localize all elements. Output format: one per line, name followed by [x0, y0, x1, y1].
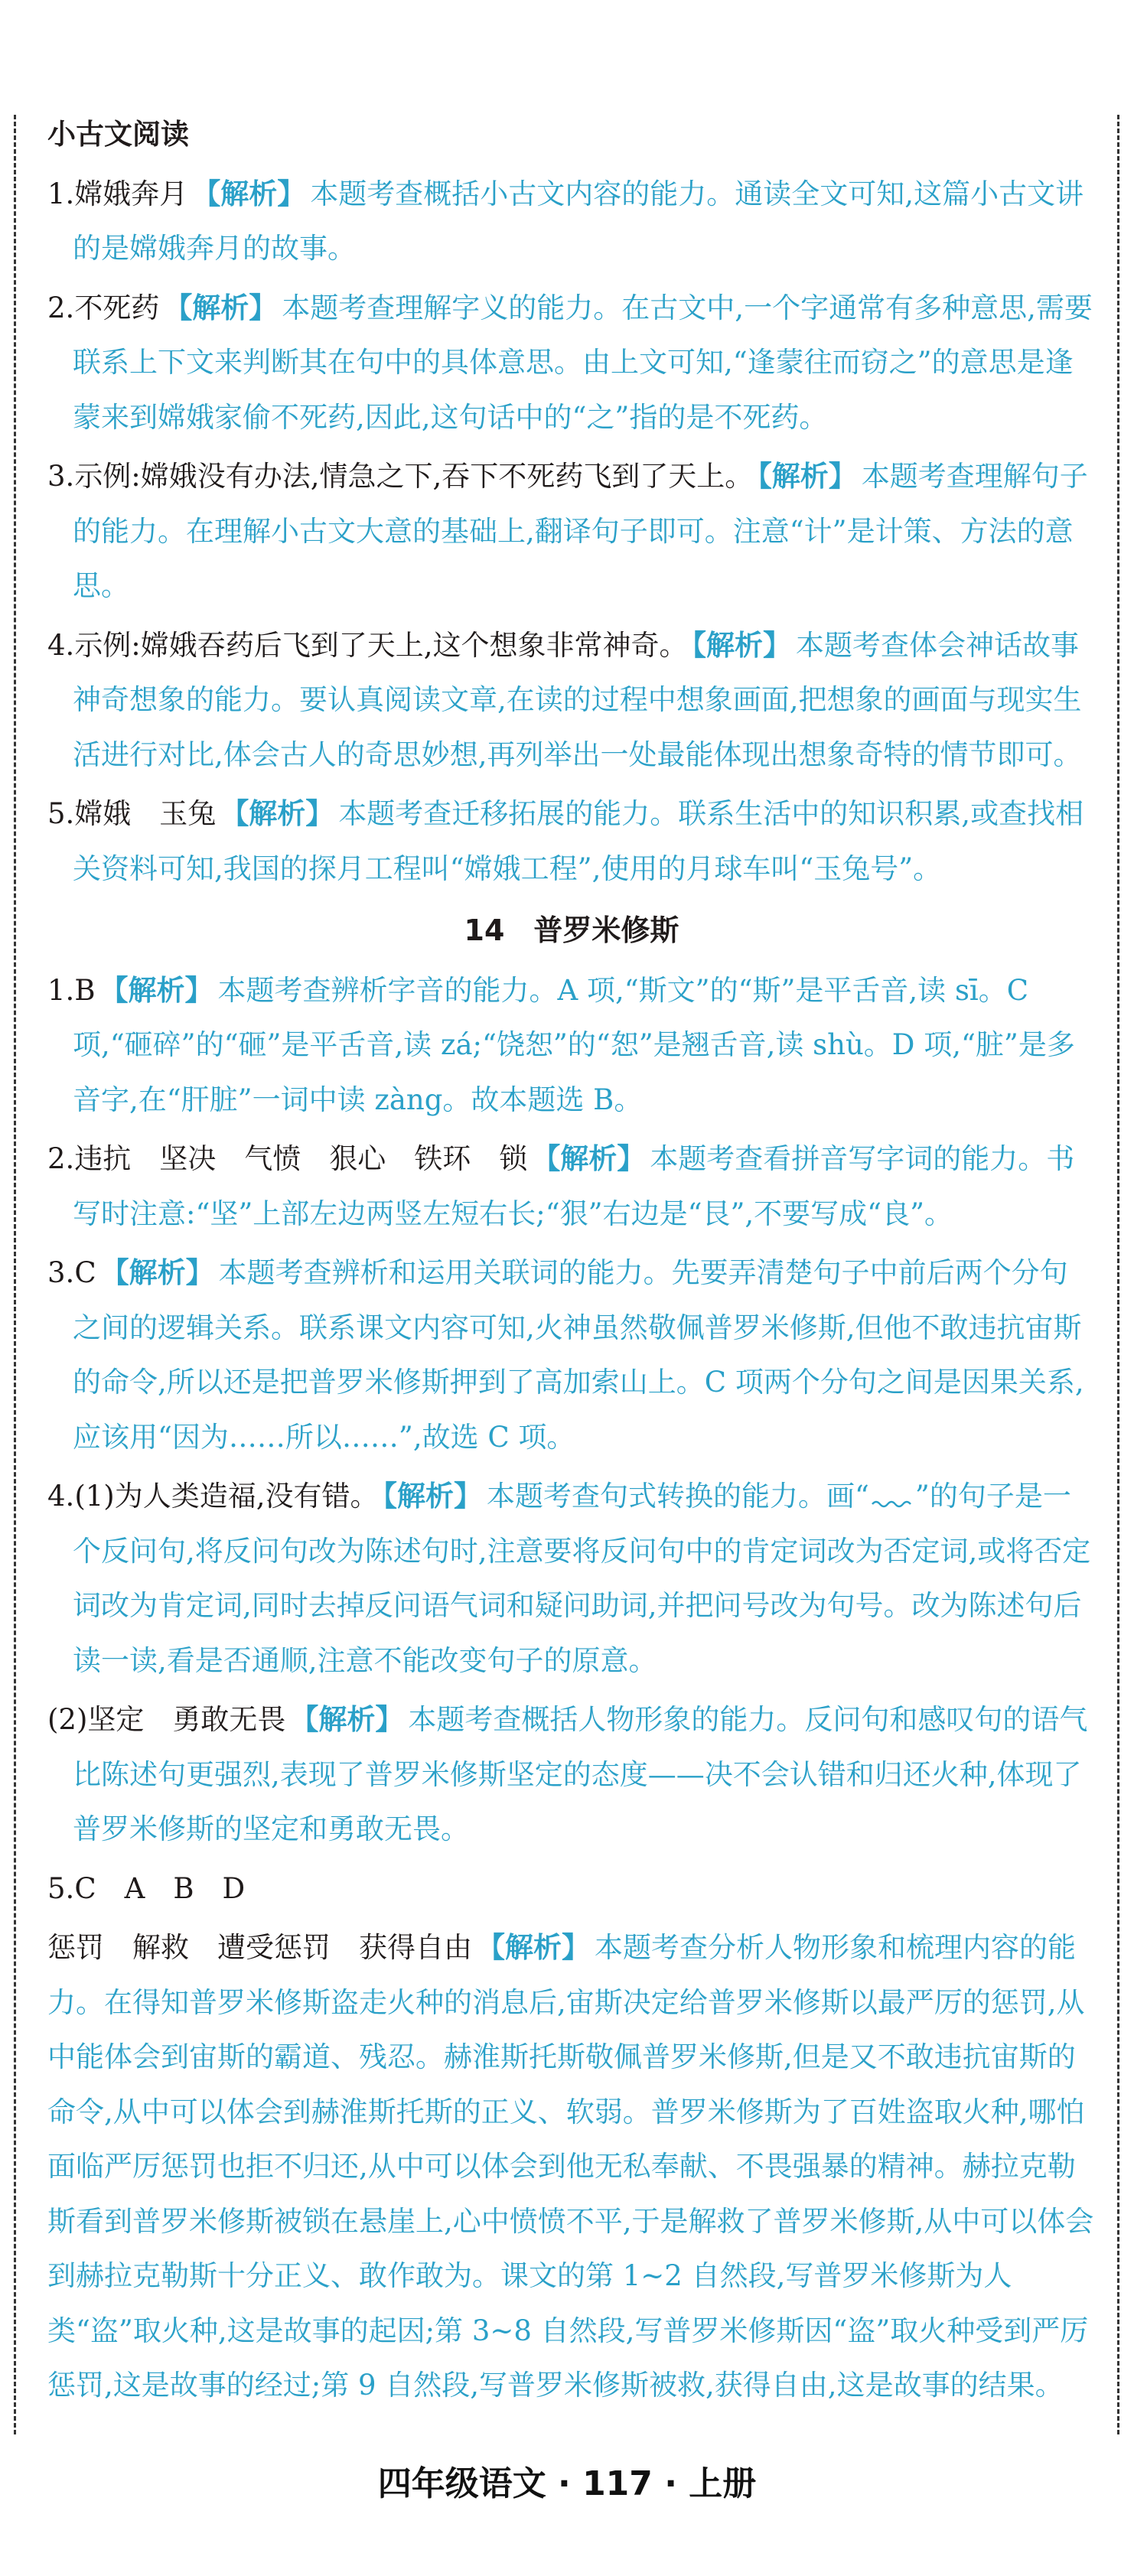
item-number: 5. [47, 1871, 75, 1905]
item-number: 1. [47, 177, 75, 210]
answer-text: 嫦娥奔月 [74, 177, 188, 210]
analysis-tag: 【解析】 [220, 797, 334, 830]
analysis-text: 本题考查迁移拓展的能力。联系生活中的知识积累,或查找相关资料可知,我国的探月工程叫“嫦娥工程”,使用的月球车叫“玉兔号”。 [73, 797, 1084, 885]
analysis-text: 本题考查概括小古文内容的能力。通读全文可知,这篇小古文讲的是嫦娥奔月的故事。 [73, 177, 1084, 265]
analysis-text: 本题考查体会神话故事神奇想象的能力。要认真阅读文章,在读的过程中想象画面,把想象的画面与现实生活进行对比,体会古人的奇思妙想,再列举出一处最能体现出想象奇特的情节即可。 [73, 628, 1082, 771]
answer-item-2-4 [47, 1469, 1096, 1688]
item-number: 4. [47, 628, 75, 662]
answer-content [47, 107, 1096, 2413]
answer-item-2-3 [47, 1246, 1096, 1464]
item-number: 4. [47, 1480, 75, 1513]
page-footer: 四年级语文 · 117 · 上册 [377, 2464, 757, 2503]
answer-item-2-4-2 [47, 1692, 1096, 1857]
analysis-tag: 【解析】 [100, 1256, 214, 1289]
item-number: 3. [47, 460, 75, 493]
answer-text: 示例:嫦娥吞药后飞到了天上,这个想象非常神奇。 [74, 628, 688, 662]
answer-item-2-2 [47, 1132, 1096, 1241]
lesson-title: 14 普罗米修斯 [464, 913, 679, 947]
analysis-tag: 【解析】 [383, 1480, 482, 1513]
analysis-tag: 【解析】 [290, 1703, 404, 1736]
analysis-tag: 【解析】 [477, 1931, 590, 1964]
answer-text: (1)为人类造福,没有错。 [74, 1480, 379, 1513]
answer-item-2-5-detail [47, 1920, 1096, 2413]
answer-item-2-1 [47, 963, 1096, 1128]
analysis-tag: 【解析】 [192, 177, 306, 210]
item-number: 2. [47, 1142, 75, 1175]
answer-item-1-5 [47, 786, 1096, 896]
item-number: 2. [47, 291, 75, 324]
analysis-tag: 【解析】 [532, 1142, 646, 1175]
answer-text: 惩罚 解救 遭受惩罚 获得自由 [47, 1931, 472, 1964]
analysis-text: 本题考查概括人物形象的能力。反问句和感叹句的语气比陈述句更强烈,表现了普罗米修斯坚定的态度——决不会认错和归还火种,体现了普罗米修斯的坚定和勇敢无畏。 [73, 1703, 1088, 1845]
answer-text: 嫦娥 玉兔 [74, 797, 217, 830]
analysis-tag: 【解析】 [164, 291, 278, 324]
analysis-tag: 【解析】 [758, 460, 857, 493]
answer-text: 不死药 [74, 291, 160, 324]
analysis-text-continued: ”的句子是一个反问句,将反问句改为陈述句时,注意要将反问句中的肯定词改为否定词,或将否定词改为肯定词,同时去掉反问语气词和疑问助词,并把问号改为句号。改为陈述句后读一读,看是否通顺,注意不能改变句子的原意。 [73, 1480, 1091, 1677]
answer-item-2-5 [47, 1861, 1096, 1917]
item-number: 5. [47, 797, 75, 830]
analysis-text: 本题考查辨析字音的能力。A 项,“斯文”的“斯”是平舌音,读 sī。C 项,“砸碎”的“砸”是平舌音,读 zá;“饶恕”的“恕”是翘舌音,读 shù。D 项,“脏”是多音字,在“肝脏”一词中读 zàng。故本题选 B。 [73, 973, 1075, 1116]
answer-text: (2)坚定 勇敢无畏 [47, 1703, 286, 1736]
analysis-text: 本题考查看拼音写字词的能力。书写时注意:“坚”上部左边两竖左短右长;“狠”右边是“艮”,不要写成“良”。 [73, 1142, 1075, 1230]
answer-text: 违抗 坚决 气愤 狠心 铁环 锁 [74, 1142, 528, 1175]
answer-item-1-3 [47, 449, 1096, 614]
answer-text: B [74, 973, 96, 1007]
answer-text: C A B D [74, 1871, 246, 1905]
answer-item-1-4 [47, 618, 1096, 783]
section-heading: 小古文阅读 [47, 118, 189, 151]
analysis-tag: 【解析】 [99, 973, 213, 1007]
analysis-text: 本题考查句式转换的能力。画“ [486, 1480, 869, 1513]
right-dashed-border [1117, 115, 1119, 2434]
item-number: 1. [47, 973, 75, 1007]
analysis-tag: 【解析】 [692, 628, 792, 662]
analysis-text: 本题考查理解句子的能力。在理解小古文大意的基础上,翻译句子即可。注意“计”是计策、方法的意思。 [73, 460, 1088, 602]
item-number: 3. [47, 1256, 75, 1289]
answer-text: C [74, 1256, 96, 1289]
analysis-text: 本题考查辨析和运用关联词的能力。先要弄清楚句子中前后两个分句之间的逻辑关系。联系课文内容可知,火神虽然敬佩普罗米修斯,但他不敢违抗宙斯的命令,所以还是把普罗米修斯押到了高加索山上。C 项两个分句之间是因果关系,应该用“因为……所以……”,故选 C 项。 [73, 1256, 1084, 1454]
answer-item-1-2 [47, 281, 1096, 445]
analysis-text: 本题考查理解字义的能力。在古文中,一个字通常有多种意思,需要联系上下文来判断其在句中的具体意思。由上文可知,“逢蒙往而窃之”的意思是逢蒙来到嫦娥家偷不死药,因此,这句话中的“之”指的是不死药。 [73, 291, 1093, 434]
left-dashed-border [14, 115, 16, 2434]
answer-text: 示例:嫦娥没有办法,情急之下,吞下不死药飞到了天上。 [74, 460, 754, 493]
wavy-underline-icon [869, 1487, 915, 1510]
answer-item-1-1 [47, 167, 1096, 276]
analysis-text: 本题考查分析人物形象和梳理内容的能力。在得知普罗米修斯盗走火种的消息后,宙斯决定给普罗米修斯以最严厉的惩罚,从中能体会到宙斯的霸道、残忍。赫淮斯托斯敬佩普罗米修斯,但是又不敢违抗宙斯的命令,从中可以体会到赫淮斯托斯的正义、软弱。普罗米修斯为了百姓盗取火种,哪怕面临严厉惩罚也拒不归还,从中可以体会到他无私奉献、不畏强暴的精神。赫拉克勒斯看到普罗米修斯被锁在悬崖上,心中愤愤不平,于是解救了普罗米修斯,从中可以体会到赫拉克勒斯十分正义、敢作敢为。课文的第 1~2 自然段,写普罗米修斯为人类“盗”取火种,这是故事的起因;第 3~8 自然段,写普罗米修斯因“盗”取火种受到严厉惩罚,这是故事的经过;第 9 自然段,写普罗米修斯被救,获得自由,这是故事的结果。 [47, 1931, 1094, 2402]
